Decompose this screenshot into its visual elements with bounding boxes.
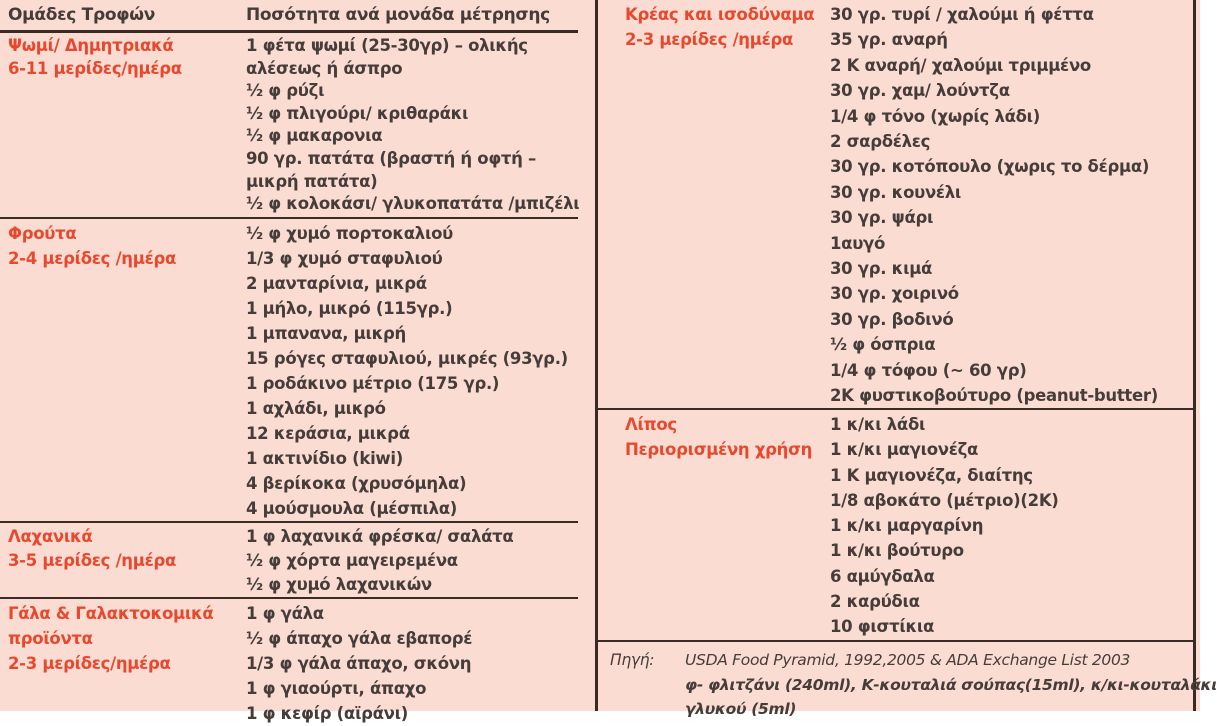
item-line: 1 φ γιαούρτι, άπαχο — [246, 679, 427, 698]
header-quantity-per-unit: Ποσότητα ανά μονάδα μέτρησης — [246, 5, 550, 25]
section-vegetables — [0, 523, 578, 599]
item-line: 1 Κ μαγιονέζα, διαίτης — [830, 465, 1033, 485]
item-line: 35 γρ. αναρή — [830, 30, 948, 50]
group-label-vegetables — [0, 525, 246, 597]
group-label-line: Περιορισμένη χρήση — [625, 440, 813, 460]
item-line: 1 φ κεφίρ (αϊράνι) — [246, 704, 408, 723]
item-line: αλέσεως ή άσπρο — [246, 58, 403, 78]
item-line: ½ φ όσπρια — [830, 335, 936, 355]
item-line: 10 φιστίκια — [830, 617, 935, 637]
item-line: 2 Κ αναρή/ χαλούμι τριμμένο — [830, 55, 1091, 75]
item-line: ½ φ μακαρονια — [246, 126, 383, 146]
item-line: 1 ακτινίδιο (kiwi) — [246, 449, 403, 468]
source-text — [685, 648, 1217, 722]
item-line: 1 φ γάλα — [246, 604, 324, 623]
item-line: ½ φ χυμό λαχανικών — [246, 575, 432, 594]
items-milk-dairy — [246, 601, 578, 726]
item-line: 2Κ φυστικοβούτυρο (peanut-butter) — [830, 386, 1158, 406]
item-line: μικρή πατάτα) — [246, 171, 378, 191]
left-table — [0, 0, 578, 726]
item-line: 1 φ λαχανικά φρέσκα/ σαλάτα — [246, 527, 514, 546]
item-line: 1/3 φ χυμό σταφυλιού — [246, 249, 443, 268]
items-meat-equivalents — [830, 2, 1193, 409]
item-line: 4 βερίκοκα (χρυσόμηλα) — [246, 474, 467, 493]
item-line: 2 μανταρίνια, μικρά — [246, 274, 427, 293]
item-line: 1 ροδάκινο μέτριο (175 γρ.) — [246, 374, 500, 393]
item-line: 30 γρ. χοιρινό — [830, 284, 959, 304]
item-line: 1 αχλάδι, μικρό — [246, 399, 386, 418]
item-line: 30 γρ. κιμά — [830, 259, 933, 279]
group-label-meat-equivalents — [598, 2, 830, 409]
group-label-line: 3-5 μερίδες /ημέρα — [8, 551, 177, 570]
item-line: ½ φ ρύζι — [246, 81, 325, 101]
group-label-line: 2-3 μερίδες/ημέρα — [8, 654, 171, 673]
items-fruits — [246, 221, 578, 521]
item-line: 30 γρ. ψάρι — [830, 208, 934, 228]
group-label-line: 2-4 μερίδες /ημέρα — [8, 249, 177, 268]
source-note — [598, 642, 1217, 722]
item-line: 1 μπανανα, μικρή — [246, 324, 406, 343]
group-label-line: 2-3 μερίδες /ημέρα — [625, 30, 794, 50]
item-line: 1 φέτα ψωμί (25-30γρ) – ολικής — [246, 36, 528, 55]
item-line: 2 καρύδια — [830, 592, 920, 612]
item-line: 30 γρ. χαμ/ λούντζα — [830, 81, 1010, 101]
source-measurement-legend-line: φ- φλιτζάνι (240ml), Κ-κουταλιά σούπας(15ml), κ/κι-κουταλάκι — [685, 675, 1217, 694]
source-reference-line: USDA Food Pyramid, 1992,2005 & ADA Exchange List 2003 — [685, 651, 1131, 669]
item-line: 1αυγό — [830, 233, 886, 253]
header-food-groups: Ομάδες Τροφών — [8, 5, 155, 25]
group-label-fat — [598, 412, 830, 640]
item-line: 30 γρ. κουνέλι — [830, 182, 962, 202]
group-label-milk-dairy — [0, 601, 246, 726]
item-line: 1 κ/κι μαργαρίνη — [830, 516, 984, 536]
source-measurement-legend-continuation: γλυκού (5ml) — [685, 700, 797, 718]
right-table — [598, 0, 1217, 718]
item-line: 1 κ/κι λάδι — [830, 415, 926, 434]
group-label-line: Κρέας και ισοδύναμα — [625, 5, 815, 24]
item-line: 1/8 αβοκάτο (μέτριο)(2Κ) — [830, 490, 1059, 510]
item-line: 1/4 φ τόνο (χωρίς λάδι) — [830, 106, 1041, 126]
source-label: Πηγή: — [610, 651, 655, 669]
item-line: 1 κ/κι βούτυρο — [830, 541, 964, 561]
item-line: ½ φ χόρτα μαγειρεμένα — [246, 551, 458, 570]
section-fat — [598, 410, 1193, 642]
group-label-line: Γάλα & Γαλακτοκομικά — [8, 604, 214, 623]
item-line: ½ φ κολοκάσι/ γλυκοπατάτα /μπιζέλι — [246, 194, 580, 214]
item-line: 1 κ/κι μαγιονέζα — [830, 440, 979, 460]
group-label-fruits — [0, 221, 246, 521]
item-line: 2 σαρδέλες — [830, 132, 931, 152]
item-line: 90 γρ. πατάτα (βραστή ή οφτή – — [246, 148, 537, 168]
group-label-line: 6-11 μερίδες/ημέρα — [8, 58, 182, 78]
group-label-line: Λαχανικά — [8, 527, 93, 546]
items-fat — [830, 412, 1193, 640]
item-line: 12 κεράσια, μικρά — [246, 424, 410, 443]
items-bread-cereals — [246, 35, 579, 217]
group-label-line: Λίπος — [625, 415, 677, 434]
group-label-line: Φρούτα — [8, 224, 77, 243]
group-label-line: προϊόντα — [8, 629, 93, 648]
item-line: 30 γρ. τυρί / χαλούμι ή φέττα — [830, 5, 1094, 24]
item-line: 1/4 φ τόφου (~ 60 γρ) — [830, 360, 1027, 380]
section-meat-equivalents — [598, 0, 1193, 410]
item-line: 4 μούσμουλα (μέσπιλα) — [246, 499, 458, 518]
item-line: 1 μήλο, μικρό (115γρ.) — [246, 299, 453, 318]
section-bread-cereals — [0, 33, 578, 219]
item-line: ½ φ χυμό πορτοκαλιού — [246, 224, 453, 243]
item-line: 15 ρόγες σταφυλιού, μικρές (93γρ.) — [246, 349, 568, 368]
section-fruits — [0, 219, 578, 523]
item-line: 6 αμύγδαλα — [830, 566, 935, 586]
item-line: 30 γρ. βοδινό — [830, 309, 954, 329]
table-header-row — [0, 0, 578, 33]
group-label-bread-cereals — [0, 35, 246, 217]
group-label-line: Ψωμί/ Δημητριακά — [8, 36, 174, 55]
section-milk-dairy — [0, 599, 578, 726]
item-line: 1/3 φ γάλα άπαχο, σκόνη — [246, 654, 472, 673]
items-vegetables — [246, 525, 578, 597]
item-line: 30 γρ. κοτόπουλο (χωρις το δέρμα) — [830, 157, 1150, 177]
item-line: ½ φ πλιγούρι/ κριθαράκι — [246, 103, 469, 123]
item-line: ½ φ άπαχο γάλα εβαπορέ — [246, 629, 473, 648]
